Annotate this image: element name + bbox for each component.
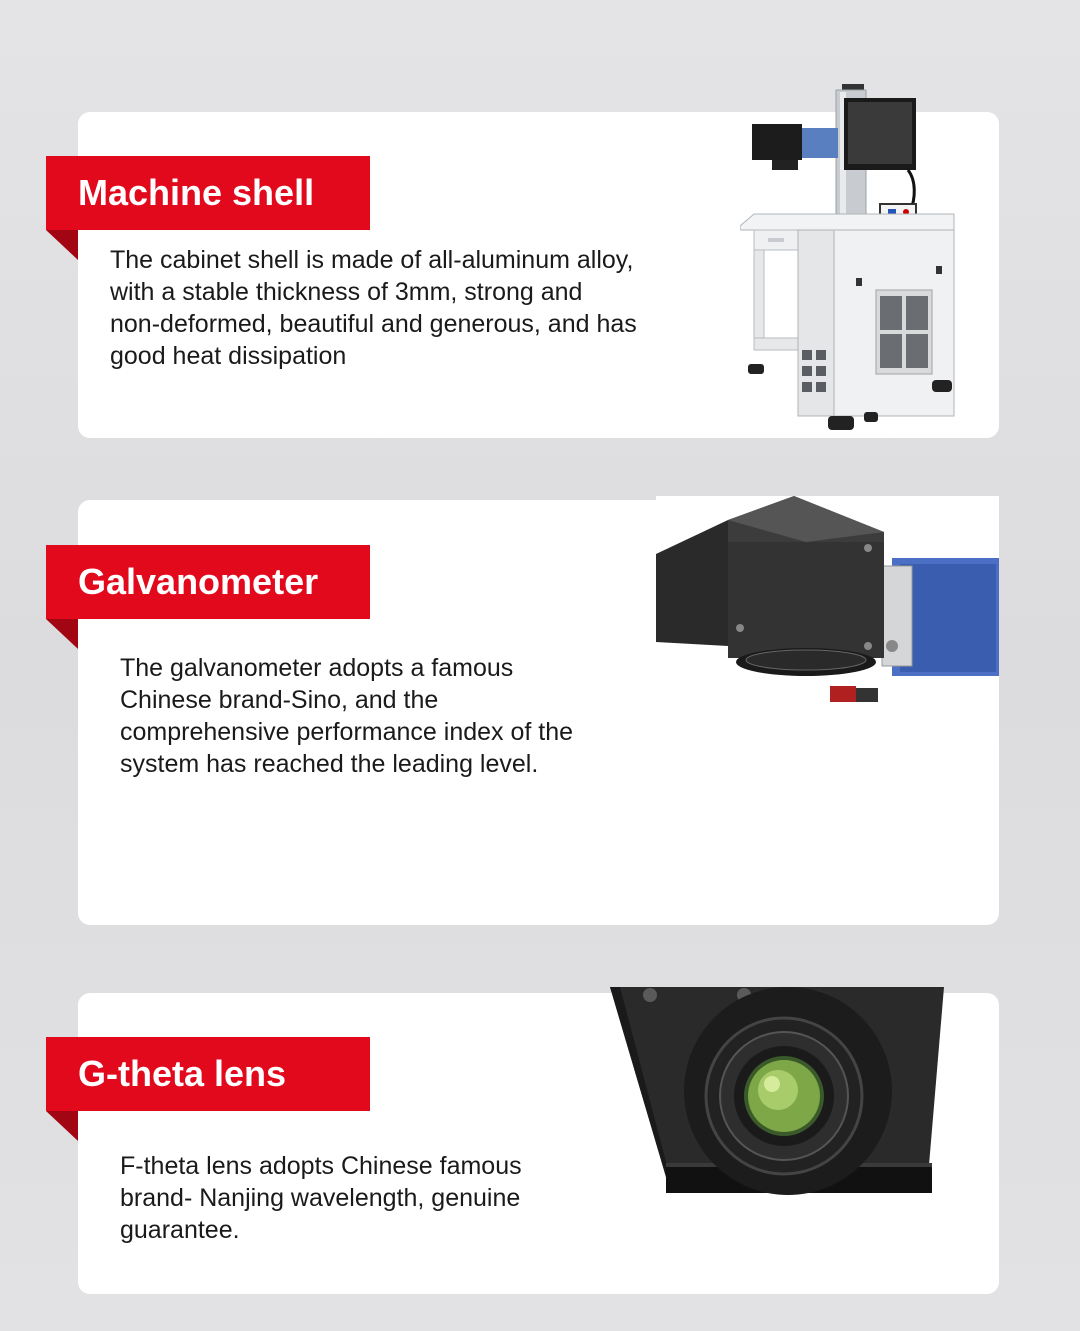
description-line: system has reached the leading level. bbox=[120, 750, 539, 778]
description-line: Chinese brand-Sino, and the bbox=[120, 686, 439, 714]
description-line: comprehensive performance index of the bbox=[120, 718, 574, 746]
section-description bbox=[120, 1150, 522, 1246]
section-title-banner: Machine shell bbox=[46, 156, 370, 230]
description-line: The galvanometer adopts a famous bbox=[120, 654, 514, 682]
description-line: guarantee. bbox=[120, 1216, 240, 1244]
laser-marking-machine-photo bbox=[740, 80, 962, 440]
section-title-banner: G-theta lens bbox=[46, 1037, 370, 1111]
description-line: with a stable thickness of 3mm, strong and bbox=[110, 278, 583, 306]
description-line: The cabinet shell is made of all-aluminum alloy, bbox=[110, 246, 634, 274]
description-line: brand- Nanjing wavelength, genuine bbox=[120, 1184, 521, 1212]
galvanometer-photo bbox=[656, 496, 999, 706]
section-description bbox=[120, 652, 573, 780]
description-line: F-theta lens adopts Chinese famous bbox=[120, 1152, 522, 1180]
lens-barrel-graphic bbox=[680, 1016, 888, 1176]
description-line: non-deformed, beautiful and generous, and has bbox=[110, 310, 637, 338]
description-line: good heat dissipation bbox=[110, 342, 347, 370]
banner-fold bbox=[46, 1111, 78, 1141]
section-description bbox=[110, 244, 637, 372]
section-title-banner: Galvanometer bbox=[46, 545, 370, 619]
banner-fold bbox=[46, 619, 78, 649]
banner-fold bbox=[46, 230, 78, 260]
